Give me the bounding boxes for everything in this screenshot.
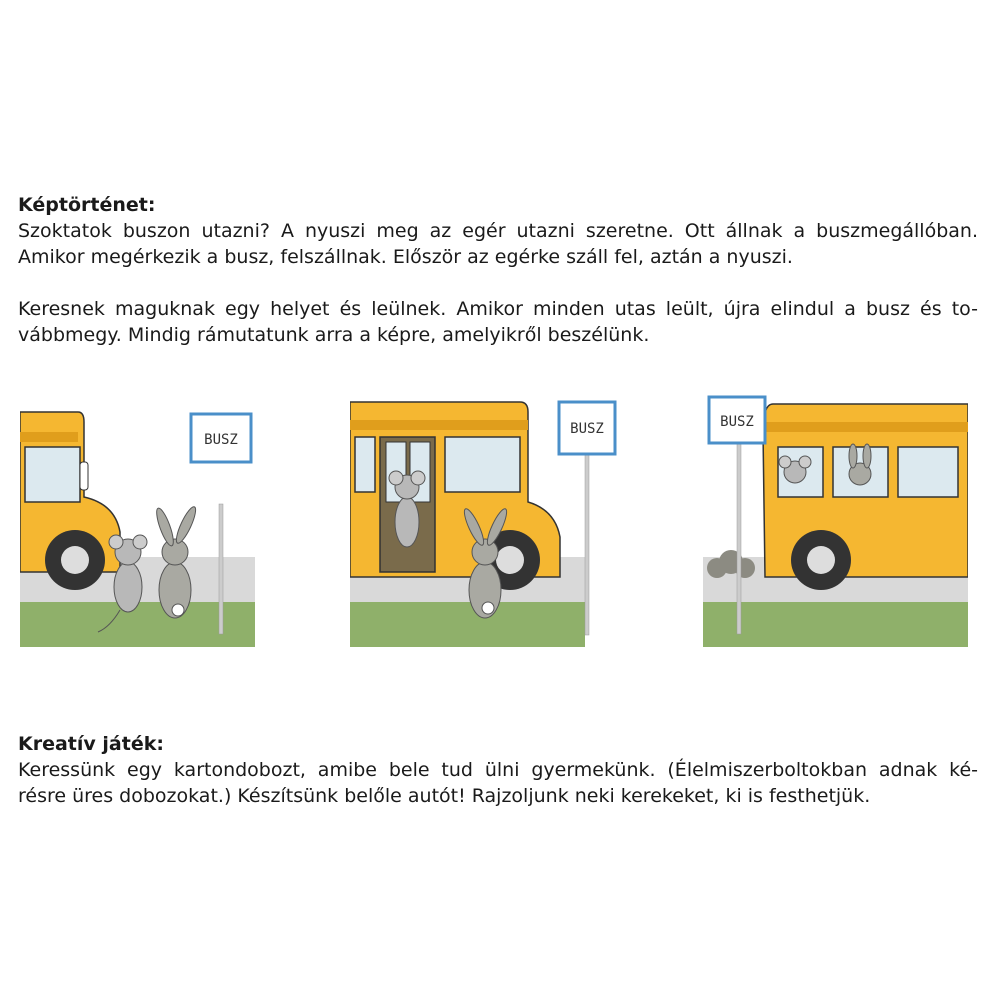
story-heading: Képtörténet:: [18, 194, 156, 216]
illustration-panel-2: [350, 392, 604, 647]
creative-paragraph: [18, 757, 978, 809]
bus-sign-text: BUSZ: [720, 414, 754, 430]
bus-sign-text: BUSZ: [204, 432, 238, 448]
bus-sign-text: BUSZ: [570, 421, 604, 437]
story-p2-line-2: vábbmegy. Mindig rámutatunk arra a képre, amelyikről beszélünk.: [18, 324, 650, 346]
bus-departing-illustration: [703, 392, 968, 647]
story-p1-line-1: Szoktatok buszon utazni? A nyuszi meg az egér utazni szeretne. Ott állnak a buszmegállóban.: [18, 220, 978, 242]
bus-stop-sign-2: [555, 400, 625, 640]
grass: [350, 602, 585, 647]
story-p1-line-2: Amikor megérkezik a busz, felszállnak. Először az egérke száll fel, aztán a nyuszi.: [18, 246, 793, 268]
sign-pole: [219, 504, 223, 634]
creative-line-1: Keressünk egy kartondobozt, amibe bele tud ülni gyermekünk. (Élelmiszerboltokban adnak ké-: [18, 759, 978, 781]
bus-window: [445, 437, 520, 492]
story-section: [18, 192, 978, 348]
sign-pole: [737, 444, 741, 634]
mouse: [114, 562, 142, 612]
illustration-panel-1: [20, 392, 255, 647]
bus-mirror: [80, 462, 88, 490]
story-paragraph-1: [18, 218, 978, 270]
grass: [703, 602, 968, 647]
creative-line-2: résre üres dobozokat.) Készítsünk belőle autót! Rajzoljunk neki kerekeket, ki is festhetjük.: [18, 785, 871, 807]
bus-arriving-illustration: [20, 392, 255, 647]
mouse: [395, 497, 419, 547]
creative-section: [18, 731, 978, 809]
bus-window: [25, 447, 80, 502]
bus-window-3: [898, 447, 958, 497]
illustration-panel-3: [703, 392, 968, 647]
creative-heading: Kreatív játék:: [18, 733, 164, 755]
boarding-illustration: [350, 392, 585, 647]
story-p2-line-1: Keresnek maguknak egy helyet és leülnek. Amikor minden utas leült, újra elindul a busz és to-: [18, 298, 978, 320]
story-paragraph-2: [18, 296, 978, 348]
